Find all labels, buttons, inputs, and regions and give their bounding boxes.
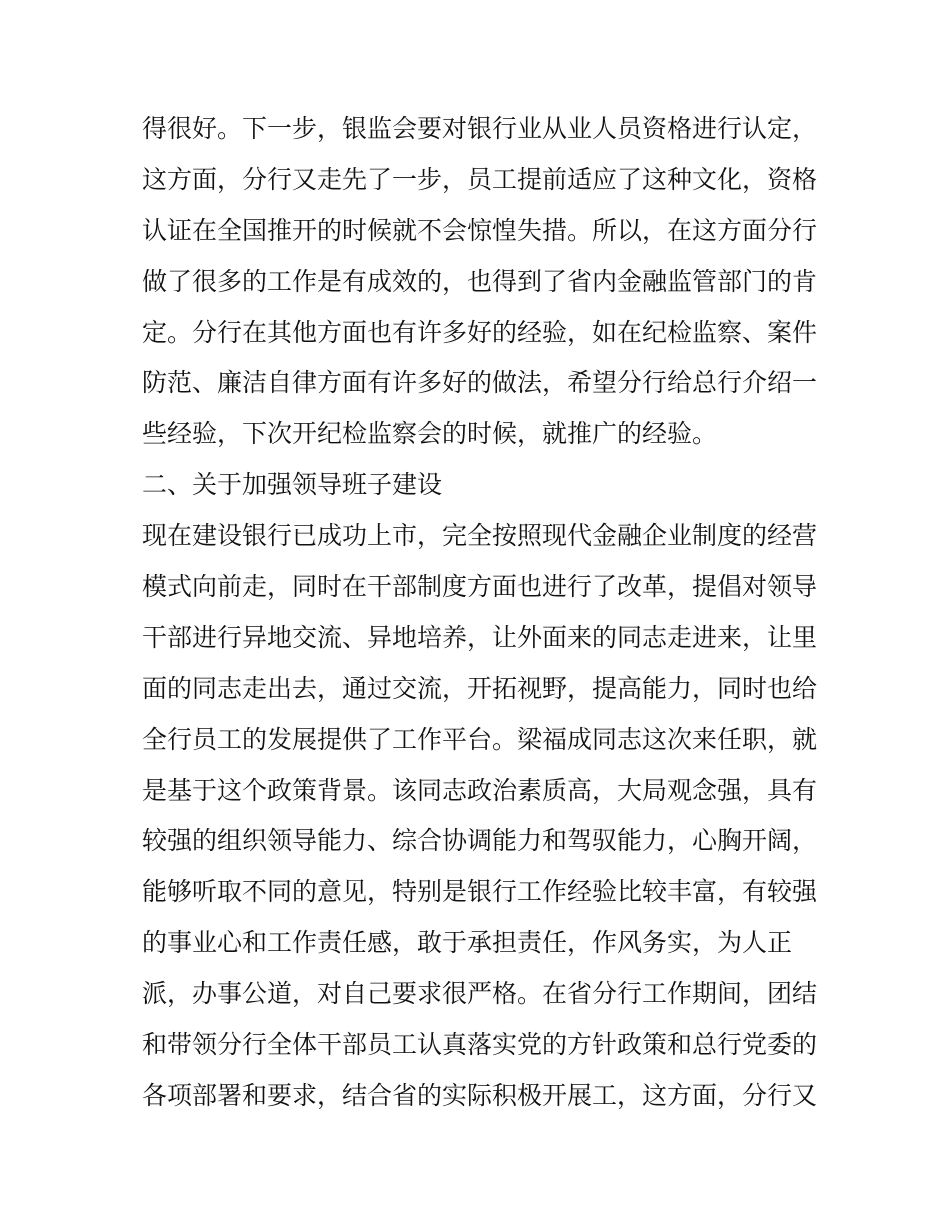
- text-line: 是基于这个政策背景。该同志政治素质高，大局观念强，具有: [142, 775, 818, 805]
- text-line: 定。分行在其他方面也有许多好的经验，如在纪检监察、案件: [142, 317, 818, 347]
- text-line: 现在建设银行已成功上市，完全按照现代金融企业制度的经营: [142, 521, 818, 551]
- text-line: 较强的组织领导能力、综合协调能力和驾驭能力，心胸开阔，: [142, 826, 818, 856]
- text-line: 面的同志走出去，通过交流，开拓视野，提高能力，同时也给: [142, 673, 818, 703]
- text-line: 全行员工的发展提供了工作平台。梁福成同志这次来任职，就: [142, 724, 818, 754]
- text-line: 的事业心和工作责任感，敢于承担责任，作风务实，为人正: [142, 928, 793, 958]
- text-line: 认证在全国推开的时候就不会惊惶失措。所以，在这方面分行: [142, 215, 818, 245]
- text-line: 做了很多的工作是有成效的，也得到了省内金融监管部门的肯: [142, 266, 818, 296]
- text-line: 防范、廉洁自律方面有许多好的做法，希望分行给总行介绍一: [142, 368, 818, 398]
- text-line: 这方面，分行又走先了一步，员工提前适应了这种文化，资格: [142, 164, 818, 194]
- text-line: 干部进行异地交流、异地培养，让外面来的同志走进来，让里: [142, 622, 818, 652]
- section-heading: 二、关于加强领导班子建设: [142, 470, 443, 500]
- text-line: 各项部署和要求，结合省的实际积极开展工，这方面，分行又: [142, 1080, 818, 1110]
- text-line: 和带领分行全体干部员工认真落实党的方针政策和总行党委的: [142, 1030, 818, 1060]
- body-text: [142, 104, 822, 1122]
- text-line: 些经验，下次开纪检监察会的时候，就推广的经验。: [142, 419, 718, 449]
- text-line: 模式向前走，同时在干部制度方面也进行了改革，提倡对领导: [142, 572, 818, 602]
- text-line: 得很好。下一步，银监会要对银行业从业人员资格进行认定，: [142, 114, 818, 143]
- text-line: 能够听取不同的意见，特别是银行工作经验比较丰富，有较强: [142, 877, 818, 907]
- text-line: 派，办事公道，对自己要求很严格。在省分行工作期间，团结: [142, 979, 818, 1009]
